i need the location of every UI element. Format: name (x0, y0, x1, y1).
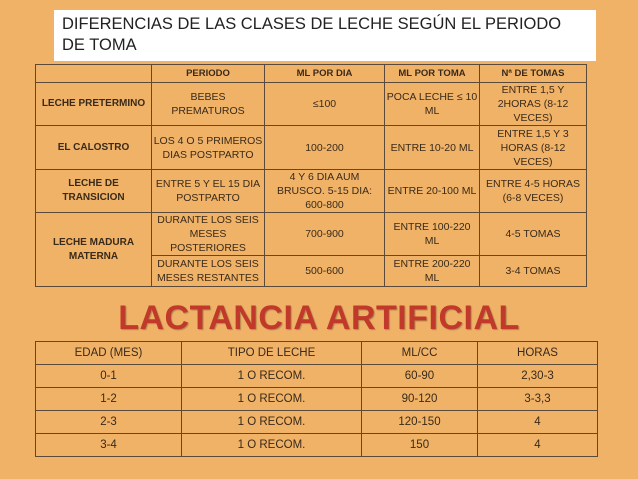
slide-title: DIFERENCIAS DE LAS CLASES DE LECHE SEGÚN EL PERIODO DE TOMA (54, 10, 596, 61)
header-ml-dia: ML POR DIA (265, 65, 385, 83)
cell-ml-dia: ≤100 (265, 83, 385, 126)
cell-ml-dia: 100-200 (265, 126, 385, 170)
header-empty (36, 65, 152, 83)
table-row (36, 213, 587, 256)
cell-ml-toma: ENTRE 10-20 ML (385, 126, 480, 170)
cell-ml-dia: 4 Y 6 DIA AUM BRUSCO. 5-15 DIA: 600-800 (265, 170, 385, 213)
cell-ml-dia: 700-900 (265, 213, 385, 256)
cell-tipo: 1 O RECOM. (182, 388, 362, 411)
cell-ml-cc: 90-120 (362, 388, 478, 411)
header-tipo: TIPO DE LECHE (182, 342, 362, 365)
table-row (36, 388, 598, 411)
table-row (36, 434, 598, 457)
cell-tomas: 4-5 TOMAS (480, 213, 587, 256)
cell-edad: 2-3 (36, 411, 182, 434)
table-row (36, 126, 587, 170)
table-row (36, 170, 587, 213)
cell-tomas: ENTRE 1,5 Y 3 HORAS (8-12 VECES) (480, 126, 587, 170)
row-label: EL CALOSTRO (36, 126, 152, 170)
row-label: LECHE DE TRANSICION (36, 170, 152, 213)
header-tomas: Nª DE TOMAS (480, 65, 587, 83)
table-row (36, 83, 587, 126)
table-row (36, 411, 598, 434)
table-header-row (36, 65, 587, 83)
cell-periodo: DURANTE LOS SEIS MESES RESTANTES (152, 256, 265, 287)
cell-periodo: ENTRE 5 Y EL 15 DIA POSTPARTO (152, 170, 265, 213)
header-ml-toma: ML POR TOMA (385, 65, 480, 83)
cell-ml-toma: POCA LECHE ≤ 10 ML (385, 83, 480, 126)
row-label: LECHE PRETERMINO (36, 83, 152, 126)
cell-tomas: ENTRE 4-5 HORAS (6-8 VECES) (480, 170, 587, 213)
cell-horas: 4 (478, 411, 598, 434)
header-periodo: PERIODO (152, 65, 265, 83)
cell-horas: 3-3,3 (478, 388, 598, 411)
cell-periodo: DURANTE LOS SEIS MESES POSTERIORES (152, 213, 265, 256)
cell-horas: 4 (478, 434, 598, 457)
header-edad: EDAD (MES) (36, 342, 182, 365)
cell-tipo: 1 O RECOM. (182, 365, 362, 388)
cell-tomas: ENTRE 1,5 Y 2HORAS (8-12 VECES) (480, 83, 587, 126)
cell-horas: 2,30-3 (478, 365, 598, 388)
table-header-row (36, 342, 598, 365)
cell-periodo: LOS 4 O 5 PRIMEROS DIAS POSTPARTO (152, 126, 265, 170)
header-ml-cc: ML/CC (362, 342, 478, 365)
table-row (36, 365, 598, 388)
milk-types-table (35, 64, 587, 287)
cell-tipo: 1 O RECOM. (182, 434, 362, 457)
cell-edad: 0-1 (36, 365, 182, 388)
cell-edad: 3-4 (36, 434, 182, 457)
header-horas: HORAS (478, 342, 598, 365)
artificial-feeding-table (35, 341, 598, 457)
cell-tipo: 1 O RECOM. (182, 411, 362, 434)
cell-periodo: BEBES PREMATUROS (152, 83, 265, 126)
cell-ml-dia: 500-600 (265, 256, 385, 287)
cell-ml-cc: 60-90 (362, 365, 478, 388)
cell-edad: 1-2 (36, 388, 182, 411)
row-label: LECHE MADURA MATERNA (36, 213, 152, 287)
cell-ml-toma: ENTRE 100-220 ML (385, 213, 480, 256)
cell-ml-toma: ENTRE 20-100 ML (385, 170, 480, 213)
section-title: LACTANCIA ARTIFICIAL (118, 299, 520, 337)
cell-ml-cc: 150 (362, 434, 478, 457)
cell-tomas: 3-4 TOMAS (480, 256, 587, 287)
cell-ml-cc: 120-150 (362, 411, 478, 434)
cell-ml-toma: ENTRE 200-220 ML (385, 256, 480, 287)
